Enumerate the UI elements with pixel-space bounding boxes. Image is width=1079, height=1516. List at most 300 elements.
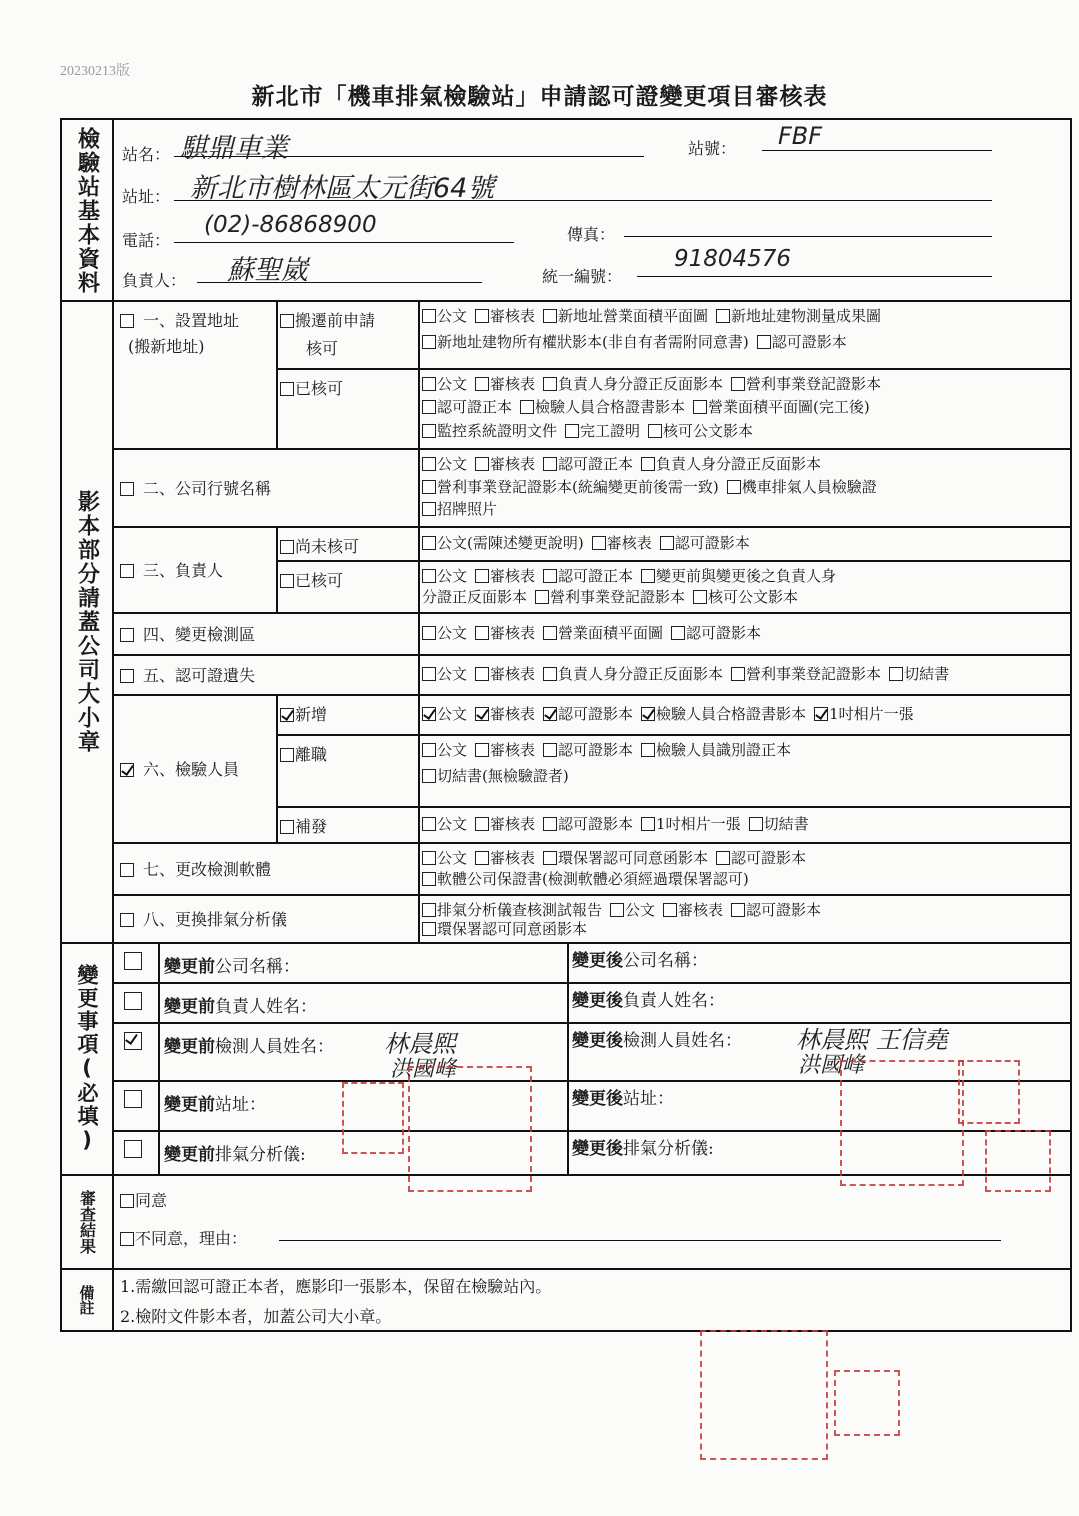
doc-label: 認可證影本 [686, 624, 762, 642]
doc-checkbox[interactable] [543, 457, 557, 471]
doc-option[interactable] [422, 478, 719, 496]
before-value[interactable]: 林晨熙 [384, 1030, 456, 1058]
category-checkbox[interactable] [120, 913, 134, 927]
doc-option[interactable] [757, 333, 847, 351]
section-notes-label: 備註 [62, 1270, 114, 1330]
sub-label: 離職 [295, 745, 328, 764]
doc-option[interactable] [422, 375, 467, 393]
doc-line [422, 373, 889, 394]
doc-label: 排氣分析儀查核測試報告 [437, 901, 603, 919]
doc-option[interactable] [475, 567, 535, 585]
category-checkbox[interactable] [120, 669, 134, 683]
after-prefix: 變更後 [572, 1139, 623, 1159]
doc-option[interactable] [716, 307, 881, 325]
doc-checkbox[interactable] [543, 817, 557, 831]
category-1[interactable] [120, 308, 239, 331]
doc-label: 完工證明 [580, 421, 641, 440]
doc-label: 審核表 [490, 849, 536, 867]
person-seal-stamp [342, 1082, 404, 1154]
doc-option[interactable] [663, 901, 723, 919]
doc-checkbox[interactable] [475, 569, 489, 583]
doc-checkbox[interactable] [543, 743, 557, 757]
doc-checkbox[interactable] [422, 817, 436, 831]
section-copies-label: 影本部分請蓋公司大小章 [62, 302, 114, 942]
doc-checkbox[interactable] [660, 536, 674, 550]
doc-label: 公文 [437, 665, 468, 683]
agree-option[interactable]: 同意 [120, 1188, 167, 1211]
doc-line [422, 703, 922, 724]
doc-option[interactable] [543, 705, 633, 723]
change-checkbox-wrap[interactable] [124, 1090, 143, 1110]
doc-line [422, 331, 855, 352]
doc-option[interactable] [543, 815, 633, 833]
change-checkbox-wrap[interactable] [124, 1032, 143, 1052]
doc-checkbox[interactable] [475, 743, 489, 757]
doc-option[interactable] [422, 455, 467, 473]
doc-checkbox[interactable] [422, 309, 436, 323]
sub-divider [276, 526, 278, 612]
doc-label: 審核表 [606, 534, 652, 552]
doc-option[interactable] [543, 375, 723, 393]
doc-option[interactable] [731, 375, 881, 393]
doc-option[interactable] [660, 534, 750, 552]
category-4[interactable] [120, 622, 255, 645]
change-before-field [164, 952, 300, 977]
doc-option[interactable] [422, 567, 467, 585]
doc-label: 公文 [437, 567, 468, 585]
doc-line [422, 420, 761, 441]
station-name-label: 站名： [122, 145, 171, 164]
doc-checkbox[interactable] [543, 377, 557, 391]
doc-option[interactable] [475, 849, 535, 867]
doc-option[interactable] [543, 624, 663, 642]
doc-option[interactable] [592, 534, 652, 552]
doc-option[interactable] [641, 741, 791, 759]
category-row-line [114, 448, 1070, 450]
doc-checkbox[interactable] [475, 457, 489, 471]
doc-checkbox[interactable] [727, 480, 741, 494]
doc-label: 負責人身分證正反面影本 [558, 375, 724, 393]
sub-label: 新增 [295, 705, 328, 724]
doc-option[interactable] [422, 588, 527, 606]
category-label: 六、檢驗人員 [143, 760, 240, 779]
doc-checkbox[interactable] [520, 400, 534, 414]
doc-checkbox[interactable] [475, 309, 489, 323]
doc-option[interactable] [671, 624, 761, 642]
doc-checkbox[interactable] [422, 667, 436, 681]
doc-checkbox[interactable] [535, 590, 549, 604]
category-row-line [114, 894, 1070, 896]
category-checkbox[interactable] [120, 314, 134, 328]
doc-option[interactable] [543, 741, 633, 759]
sub-checkbox[interactable] [280, 708, 294, 722]
sub-label: 已核可 [295, 571, 344, 590]
doc-checkbox[interactable] [731, 903, 745, 917]
doc-option[interactable] [422, 901, 602, 919]
doc-label: 核可公文影本 [708, 588, 799, 606]
station-no-label: 站號： [688, 139, 737, 158]
change-row-line [114, 982, 1070, 984]
doc-checkbox[interactable] [422, 457, 436, 471]
doc-option[interactable] [422, 422, 557, 440]
category-8[interactable] [120, 907, 287, 930]
doc-line [422, 305, 889, 326]
category-checkbox[interactable] [120, 482, 134, 496]
doc-option[interactable] [641, 567, 836, 585]
doc-option[interactable] [422, 333, 749, 351]
doc-option[interactable] [475, 307, 535, 325]
doc-label: 公文 [437, 307, 468, 325]
doc-label: 環保署認可同意函影本 [558, 849, 709, 867]
sub-option[interactable] [280, 568, 343, 591]
doc-label: 負責人身分證正反面影本 [656, 455, 822, 473]
doc-label: 認可證影本 [746, 901, 822, 919]
doc-line [422, 532, 758, 553]
doc-checkbox[interactable] [889, 667, 903, 681]
doc-label: 審核表 [678, 901, 724, 919]
sub-option[interactable] [280, 702, 327, 725]
note-2: 2.檢附文件影本者，加蓋公司大小章。 [120, 1307, 392, 1326]
doc-checkbox[interactable] [422, 769, 436, 783]
category-checkbox[interactable] [120, 763, 134, 777]
before-prefix: 變更前 [164, 997, 215, 1017]
doc-option[interactable] [543, 849, 708, 867]
sub-row-line [276, 806, 1070, 808]
station-name-value[interactable]: 騏鼎車業 [180, 133, 288, 164]
sub-checkbox[interactable] [280, 314, 294, 328]
doc-option[interactable] [648, 422, 753, 440]
before-prefix: 變更前 [164, 1095, 215, 1115]
sub-checkbox[interactable] [280, 748, 294, 762]
doc-checkbox[interactable] [422, 335, 436, 349]
category-row-line [114, 694, 1070, 696]
sub-checkbox[interactable] [280, 820, 294, 834]
change-checkbox-wrap[interactable] [124, 1140, 143, 1160]
doc-checkbox[interactable] [475, 667, 489, 681]
disagree-option[interactable]: 不同意，理由： [120, 1226, 247, 1249]
doc-checkbox[interactable] [610, 903, 624, 917]
category-label: 一、設置地址 [143, 311, 240, 330]
doc-checkbox[interactable] [422, 922, 436, 936]
category-7[interactable] [120, 857, 271, 880]
doc-label: 認可證影本 [674, 534, 750, 552]
doc-checkbox[interactable] [422, 502, 436, 516]
doc-option[interactable] [889, 665, 949, 683]
doc-option[interactable] [422, 815, 467, 833]
doc-checkbox[interactable] [543, 707, 557, 721]
doc-option[interactable] [475, 705, 535, 723]
tax-id-value[interactable]: 91804576 [674, 246, 792, 272]
change-checkbox[interactable] [124, 1140, 142, 1158]
doc-checkbox[interactable] [543, 626, 557, 640]
disagree-checkbox[interactable] [120, 1232, 134, 1246]
doc-checkbox[interactable] [641, 707, 655, 721]
doc-checkbox[interactable] [671, 626, 685, 640]
before-value-2[interactable]: 洪國峰 [390, 1057, 457, 1082]
category-6[interactable] [120, 757, 239, 780]
doc-option[interactable] [422, 849, 467, 867]
category-checkbox[interactable] [120, 564, 134, 578]
doc-checkbox[interactable] [475, 626, 489, 640]
doc-option[interactable] [731, 665, 881, 683]
after-prefix: 變更後 [572, 991, 623, 1011]
field-label: 站址： [215, 1095, 266, 1115]
doc-option[interactable] [641, 455, 821, 473]
doc-checkbox[interactable] [422, 707, 436, 721]
sub-checkbox[interactable] [280, 574, 294, 588]
doc-option[interactable] [565, 422, 640, 440]
change-after-field [572, 946, 708, 971]
doc-label: 公文 [437, 375, 468, 393]
after-prefix: 變更後 [572, 1089, 623, 1109]
doc-checkbox[interactable] [422, 851, 436, 865]
doc-checkbox[interactable] [693, 400, 707, 414]
sub-option[interactable] [280, 742, 327, 765]
doc-option[interactable] [475, 665, 535, 683]
doc-option[interactable] [610, 901, 655, 919]
sub-option[interactable] [280, 376, 343, 399]
doc-checkbox[interactable] [422, 626, 436, 640]
after-value-2[interactable]: 洪國峰 [798, 1053, 865, 1078]
doc-option[interactable] [475, 624, 535, 642]
doc-label: 機車排氣人員檢驗證 [741, 477, 877, 496]
doc-option[interactable] [475, 375, 535, 393]
doc-checkbox[interactable] [592, 536, 606, 550]
doc-label: 核可公文影本 [663, 421, 754, 440]
change-after-field [572, 1084, 674, 1109]
fax-label: 傳真： [567, 225, 616, 244]
doc-checkbox[interactable] [422, 569, 436, 583]
category-row-line [114, 654, 1070, 656]
section-changes-label: 變更事項(必填) [62, 944, 114, 1174]
doc-line [422, 813, 817, 834]
doc-label: 審核表 [490, 567, 536, 585]
field-label: 檢測人員姓名： [215, 1037, 334, 1057]
doc-option[interactable] [422, 767, 569, 785]
doc-label: 審核表 [490, 624, 536, 642]
doc-option[interactable] [422, 920, 587, 938]
doc-label: 公文(需陳述變更說明) [437, 534, 584, 552]
company-seal-stamp-3 [700, 1330, 828, 1460]
company-seal-stamp-2 [840, 1060, 964, 1186]
sub-option[interactable] [280, 814, 327, 837]
category-label: 三、負責人 [143, 561, 224, 580]
doc-option[interactable] [422, 307, 467, 325]
person-seal-stamp-3 [985, 1130, 1051, 1192]
doc-checkbox[interactable] [422, 400, 436, 414]
doc-label: 切結書 [763, 815, 809, 833]
doc-option[interactable] [641, 705, 806, 723]
doc-checkbox[interactable] [814, 707, 828, 721]
owner-value[interactable]: 蘇聖崴 [227, 255, 308, 286]
doc-option[interactable] [422, 534, 584, 552]
doc-label: 切結書(無檢驗證者) [437, 767, 569, 785]
doc-option[interactable] [520, 398, 685, 416]
category-3[interactable] [120, 558, 223, 581]
doc-option[interactable] [543, 307, 708, 325]
field-label: 公司名稱： [215, 957, 300, 977]
doc-option[interactable] [422, 624, 467, 642]
doc-checkbox[interactable] [475, 377, 489, 391]
doc-label: 認可證正本 [558, 567, 634, 585]
agree-checkbox[interactable] [120, 1194, 134, 1208]
doc-label: 公文 [437, 815, 468, 833]
doc-checkbox[interactable] [641, 457, 655, 471]
doc-option[interactable] [422, 870, 749, 888]
doc-label: 分證正反面影本 [422, 588, 528, 606]
after-prefix: 變更後 [572, 951, 623, 971]
doc-option[interactable] [716, 849, 806, 867]
doc-checkbox[interactable] [543, 851, 557, 865]
doc-checkbox[interactable] [663, 903, 677, 917]
doc-label: 軟體公司保證書(檢測軟體必須經過環保署認可) [437, 870, 749, 888]
sub-option[interactable] [280, 534, 359, 557]
doc-label: 審核表 [490, 307, 536, 325]
doc-option[interactable] [693, 588, 798, 606]
doc-checkbox[interactable] [543, 569, 557, 583]
doc-line [422, 586, 806, 607]
doc-checkbox[interactable] [475, 817, 489, 831]
doc-checkbox[interactable] [757, 335, 771, 349]
sub-row-line [276, 734, 1070, 736]
doc-option[interactable] [641, 815, 741, 833]
doc-line [422, 498, 505, 519]
company-seal-stamp [408, 1066, 532, 1192]
phone-value[interactable]: (02)-86868900 [204, 212, 377, 238]
doc-checkbox[interactable] [641, 817, 655, 831]
doc-label: 認可證影本 [771, 333, 847, 351]
doc-label: 營利事業登記證影本(統編變更前後需一致) [437, 477, 719, 496]
doc-option[interactable] [422, 741, 467, 759]
doc-line [422, 622, 769, 643]
doc-option[interactable] [749, 815, 809, 833]
sub-checkbox[interactable] [280, 382, 294, 396]
doc-option[interactable] [543, 567, 633, 585]
category-row-line [114, 842, 1070, 844]
doc-option[interactable] [475, 815, 535, 833]
doc-option[interactable] [543, 665, 723, 683]
doc-checkbox[interactable] [641, 569, 655, 583]
doc-label: 審核表 [490, 455, 536, 473]
doc-option[interactable] [731, 901, 821, 919]
category-checkbox[interactable] [120, 628, 134, 642]
change-checkbox-wrap[interactable] [124, 992, 143, 1012]
category-2[interactable] [120, 476, 271, 499]
doc-label: 切結書 [904, 665, 950, 683]
address-value[interactable]: 新北市樹林區太元街64號 [190, 173, 495, 204]
doc-checkbox[interactable] [716, 309, 730, 323]
doc-option[interactable] [422, 500, 497, 518]
doc-checkbox[interactable] [422, 872, 436, 886]
doc-option[interactable] [475, 455, 535, 473]
address-label: 站址： [122, 187, 171, 206]
doc-checkbox[interactable] [422, 743, 436, 757]
field-label: 排氣分析儀: [215, 1145, 306, 1165]
doc-checkbox[interactable] [422, 480, 436, 494]
change-checkbox[interactable] [124, 1032, 142, 1050]
doc-line [422, 663, 957, 684]
sub-label-2: 核可 [306, 339, 339, 358]
doc-label: 1吋相片一張 [656, 815, 741, 833]
sub-option[interactable] [280, 308, 375, 331]
field-label: 公司名稱： [623, 951, 708, 971]
doc-checkbox[interactable] [731, 667, 745, 681]
doc-option[interactable] [693, 398, 870, 416]
doc-checkbox[interactable] [543, 309, 557, 323]
doc-label: 認可證影本 [558, 741, 634, 759]
doc-checkbox[interactable] [648, 424, 662, 438]
doc-checkbox[interactable] [731, 377, 745, 391]
category-subtitle: (搬新地址) [128, 337, 205, 356]
doc-option[interactable] [535, 588, 685, 606]
doc-label: 環保署認可同意函影本 [437, 920, 588, 938]
doc-checkbox[interactable] [422, 377, 436, 391]
doc-label: 審核表 [490, 375, 536, 393]
section-basic-label: 檢驗站基本資料 [62, 120, 114, 302]
change-checkbox[interactable] [124, 952, 142, 970]
doc-label: 新地址建物所有權狀影本(非自有者需附同意書) [437, 333, 749, 351]
category-row-line [114, 526, 1070, 528]
doc-checkbox[interactable] [475, 851, 489, 865]
after-value[interactable]: 林晨熙 王信堯 [796, 1026, 948, 1054]
field-label: 檢測人員姓名： [623, 1031, 742, 1051]
change-before-field [164, 992, 317, 1017]
doc-label: 監控系統證明文件 [437, 421, 558, 440]
doc-line [422, 739, 799, 760]
doc-option[interactable] [543, 455, 633, 473]
change-before-field [164, 1090, 266, 1115]
version-label: 20230213版 [60, 64, 130, 79]
doc-option[interactable] [814, 705, 914, 723]
doc-line [422, 847, 814, 868]
doc-checkbox[interactable] [475, 707, 489, 721]
category-checkbox[interactable] [120, 863, 134, 877]
doc-label: 認可證正本 [558, 455, 634, 473]
sub-checkbox[interactable] [280, 540, 294, 554]
doc-label: 公文 [437, 849, 468, 867]
station-no-value[interactable]: FBF [778, 122, 823, 150]
doc-label: 新地址營業面積平面圖 [558, 307, 709, 325]
doc-label: 營業面積平面圖(完工後) [708, 398, 870, 417]
doc-checkbox[interactable] [693, 590, 707, 604]
doc-option[interactable] [422, 398, 512, 416]
field-label: 排氣分析儀: [623, 1139, 714, 1159]
doc-checkbox[interactable] [749, 817, 763, 831]
doc-checkbox[interactable] [422, 424, 436, 438]
person-seal-stamp-2 [958, 1060, 1020, 1124]
doc-option[interactable] [727, 478, 877, 496]
change-checkbox-wrap[interactable] [124, 952, 143, 972]
doc-checkbox[interactable] [716, 851, 730, 865]
change-checkbox[interactable] [124, 1090, 142, 1108]
doc-option[interactable] [422, 705, 467, 723]
doc-checkbox[interactable] [422, 903, 436, 917]
change-checkbox[interactable] [124, 992, 142, 1010]
sub-label: 搬遷前申請 [295, 311, 376, 330]
category-row-line [114, 612, 1070, 614]
doc-checkbox[interactable] [641, 743, 655, 757]
doc-checkbox[interactable] [422, 536, 436, 550]
category-5[interactable] [120, 663, 255, 686]
doc-checkbox[interactable] [565, 424, 579, 438]
doc-option[interactable] [422, 665, 467, 683]
doc-checkbox[interactable] [543, 667, 557, 681]
sub-divider [276, 694, 278, 842]
change-after-field [572, 1026, 742, 1051]
before-prefix: 變更前 [164, 1145, 215, 1165]
doc-label: 認可證影本 [731, 849, 807, 867]
doc-option[interactable] [475, 741, 535, 759]
